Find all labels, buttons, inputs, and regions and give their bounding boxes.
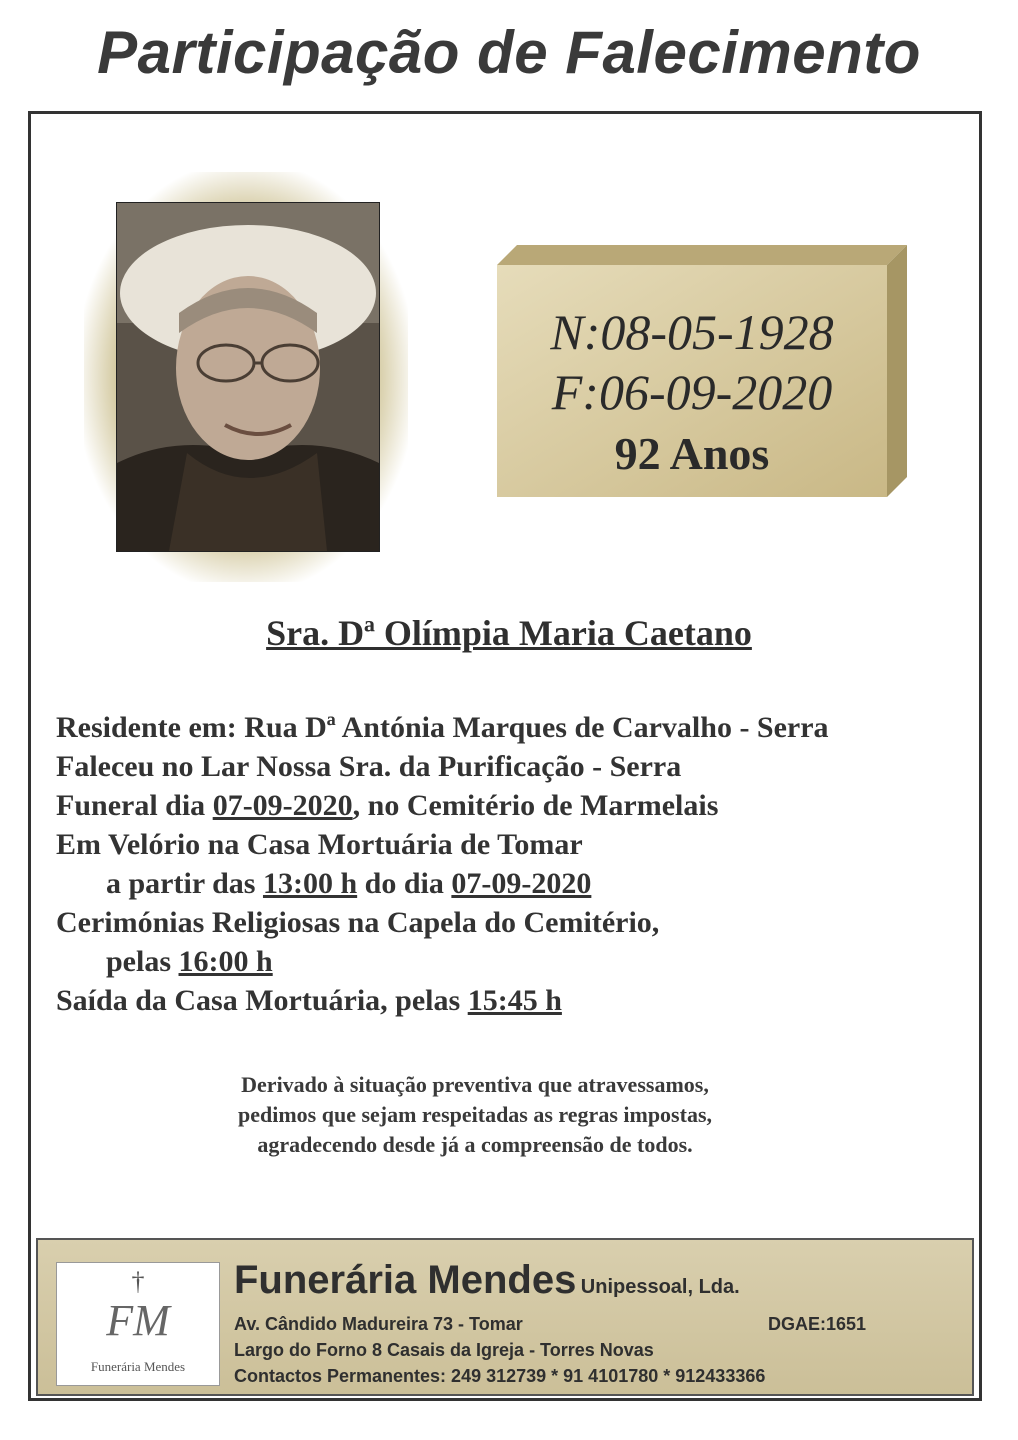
- age: 92 Anos: [614, 428, 770, 479]
- residence-line: Residente em: Rua Dª Antónia Marques de Carvalho - Serra: [56, 711, 829, 744]
- funeral-date: 07-09-2020: [212, 789, 353, 822]
- notice-line-3: agradecendo desde já a compreensão de todos.: [257, 1132, 693, 1157]
- ceremony-time-line: pelas 16:00 h: [106, 945, 273, 978]
- memorial-stone: [497, 245, 907, 497]
- contacts: Contactos Permanentes: 249 312739 * 91 4101780 * 912433366: [234, 1366, 766, 1386]
- covid-notice: [0, 1070, 950, 1160]
- ceremony-line: Cerimónias Religiosas na Capela do Cemitério,: [56, 906, 660, 939]
- address-tomar: Av. Cândido Madureira 73 - Tomar: [234, 1314, 523, 1334]
- deceased-name: Sra. Dª Olímpia Maria Caetano: [266, 613, 752, 653]
- wake-date: 07-09-2020: [451, 867, 592, 900]
- logo-name: Funerária Mendes: [90, 1359, 186, 1374]
- death-place-line: Faleceu no Lar Nossa Sra. da Purificação - Serra: [56, 750, 682, 783]
- monogram: FM: [106, 1296, 170, 1345]
- portrait-photo: [116, 202, 380, 552]
- notice-line-1: Derivado à situação preventiva que atravessamos,: [241, 1072, 709, 1097]
- death-date: F:06-09-2020: [551, 364, 833, 420]
- wake-time-line: a partir das 13:00 h do dia 07-09-2020: [106, 867, 592, 900]
- wake-time: 13:00 h: [262, 867, 358, 900]
- dgae-number: DGAE:1651: [768, 1314, 867, 1334]
- birth-date: N:08-05-1928: [550, 304, 834, 360]
- funeral-details: [56, 708, 976, 1020]
- departure-time: 15:45 h: [467, 984, 562, 1017]
- funeral-home-footer: [36, 1238, 974, 1396]
- page-title: Participação de Falecimento: [97, 19, 921, 86]
- notice-line-2: pedimos que sejam respeitadas as regras impostas,: [237, 1102, 713, 1127]
- ceremony-time: 16:00 h: [178, 945, 273, 978]
- departure-line: Saída da Casa Mortuária, pelas 15:45 h: [56, 984, 562, 1017]
- cross-icon: †: [131, 1267, 145, 1296]
- funeral-line: Funeral dia 07-09-2020, no Cemitério de Marmelais: [56, 789, 719, 822]
- company-name: Funerária Mendes Unipessoal, Lda.: [234, 1258, 740, 1302]
- wake-line: Em Velório na Casa Mortuária de Tomar: [56, 828, 583, 861]
- address-torres-novas: Largo do Forno 8 Casais da Igreja - Torres Novas: [234, 1340, 654, 1360]
- funeral-home-logo: [56, 1262, 220, 1386]
